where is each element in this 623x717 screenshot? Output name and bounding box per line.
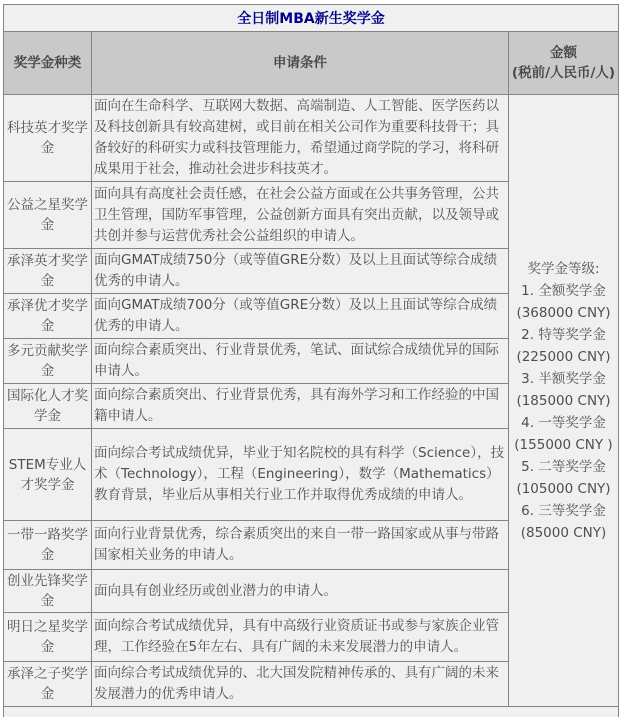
scholarship-type-cell: 科技英才奖学金 <box>4 95 92 182</box>
condition-cell: 面向GMAT成绩700分（或等值GRE分数）及以上且面试等综合成绩优秀的申请人。 <box>92 294 509 339</box>
scholarship-level-name: 4. 一等奖学金 <box>521 414 606 431</box>
partial-next-row-cell <box>4 707 619 717</box>
table-header-row <box>4 32 619 95</box>
amount-levels-cell <box>509 95 619 707</box>
table-title-row <box>4 5 619 32</box>
amount-header-line1: 金额 <box>550 45 577 61</box>
scholarship-level-name: 2. 特等奖学金 <box>521 326 606 343</box>
scholarship-type-cell: 一带一路奖学金 <box>4 521 92 570</box>
partial-next-row <box>4 707 619 717</box>
scholarship-level-name: 1. 全额奖学金 <box>521 282 606 299</box>
column-header-condition: 申请条件 <box>92 32 509 95</box>
scholarship-level-name: 5. 二等奖学金 <box>521 458 606 475</box>
scholarship-level-amount: (368000 CNY) <box>516 304 611 321</box>
scholarship-level-amount: (185000 CNY) <box>516 392 611 409</box>
scholarship-type-cell: 承泽英才奖学金 <box>4 249 92 294</box>
page-title: 全日制MBA新生奖学金 <box>4 5 619 32</box>
column-header-type: 奖学金种类 <box>4 32 92 95</box>
amount-header-line2: (税前/人民币/人) <box>511 65 616 81</box>
scholarship-type-cell: 创业先锋奖学金 <box>4 570 92 613</box>
condition-cell: 面向具有创业经历或创业潜力的申请人。 <box>92 570 509 613</box>
column-header-amount <box>509 32 619 95</box>
condition-cell: 面向行业背景优秀，综合素质突出的来自一带一路国家或从事与带路国家相关业务的申请人。 <box>92 521 509 570</box>
scholarship-level-amount: (105000 CNY) <box>516 480 611 497</box>
scholarship-type-cell: STEM专业人才奖学金 <box>4 429 92 521</box>
table-row <box>4 95 619 182</box>
scholarship-level-amount: (155000 CNY ) <box>514 436 613 453</box>
scholarship-level-amount: (85000 CNY) <box>520 524 607 541</box>
scholarship-type-cell: 国际化人才奖学金 <box>4 384 92 429</box>
scholarship-type-cell: 承泽优才奖学金 <box>4 294 92 339</box>
condition-cell: 面向综合素质突出、行业背景优秀，具有海外学习和工作经验的中国籍申请人。 <box>92 384 509 429</box>
condition-cell: 面向具有高度社会责任感，在社会公益方面或在公共事务管理，公共卫生管理，国防军事管理，公益创新方面具有突出贡献，以及领导或共创并参与运营优秀社会公益组织的申请人。 <box>92 182 509 249</box>
condition-cell: 面向综合考试成绩优异，具有中高级行业资质证书或参与家族企业管理，工作经验在5年左右、具有广阔的未来发展潜力的申请人。 <box>92 613 509 662</box>
condition-cell: 面向综合考试成绩优异，毕业于知名院校的具有科学（Science），技术（Technology），工程（Engineering），数学（Mathematics）教育背景，毕业后从事相关行业工作并取得优秀成绩的申请人。 <box>92 429 509 521</box>
condition-cell: 面向综合考试成绩优异的、北大国发院精神传承的、具有广阔的未来发展潜力的优秀申请人。 <box>92 662 509 707</box>
scholarship-level-name: 3. 半额奖学金 <box>521 370 606 387</box>
scholarship-type-cell: 公益之星奖学金 <box>4 182 92 249</box>
condition-cell: 面向综合素质突出、行业背景优秀，笔试、面试综合成绩优异的国际申请人。 <box>92 339 509 384</box>
amount-levels-heading: 奖学金等级: <box>527 260 600 277</box>
condition-cell: 面向在生命科学、互联网大数据、高端制造、人工智能、医学医药以及科技创新具有较高建树，或目前在相关公司作为重要科技骨干；具备较好的科研实力或科技管理能力，希望通过商学院的学习，将科研成果用于社会，推动社会进步科技英才。 <box>92 95 509 182</box>
scholarship-type-cell: 明日之星奖学金 <box>4 613 92 662</box>
scholarship-level-amount: (225000 CNY) <box>516 348 611 365</box>
condition-cell: 面向GMAT成绩750分（或等值GRE分数）及以上且面试等综合成绩优秀的申请人。 <box>92 249 509 294</box>
scholarship-table <box>3 4 619 717</box>
scholarship-type-cell: 承泽之子奖学金 <box>4 662 92 707</box>
scholarship-type-cell: 多元贡献奖学金 <box>4 339 92 384</box>
scholarship-level-name: 6. 三等奖学金 <box>521 502 606 519</box>
